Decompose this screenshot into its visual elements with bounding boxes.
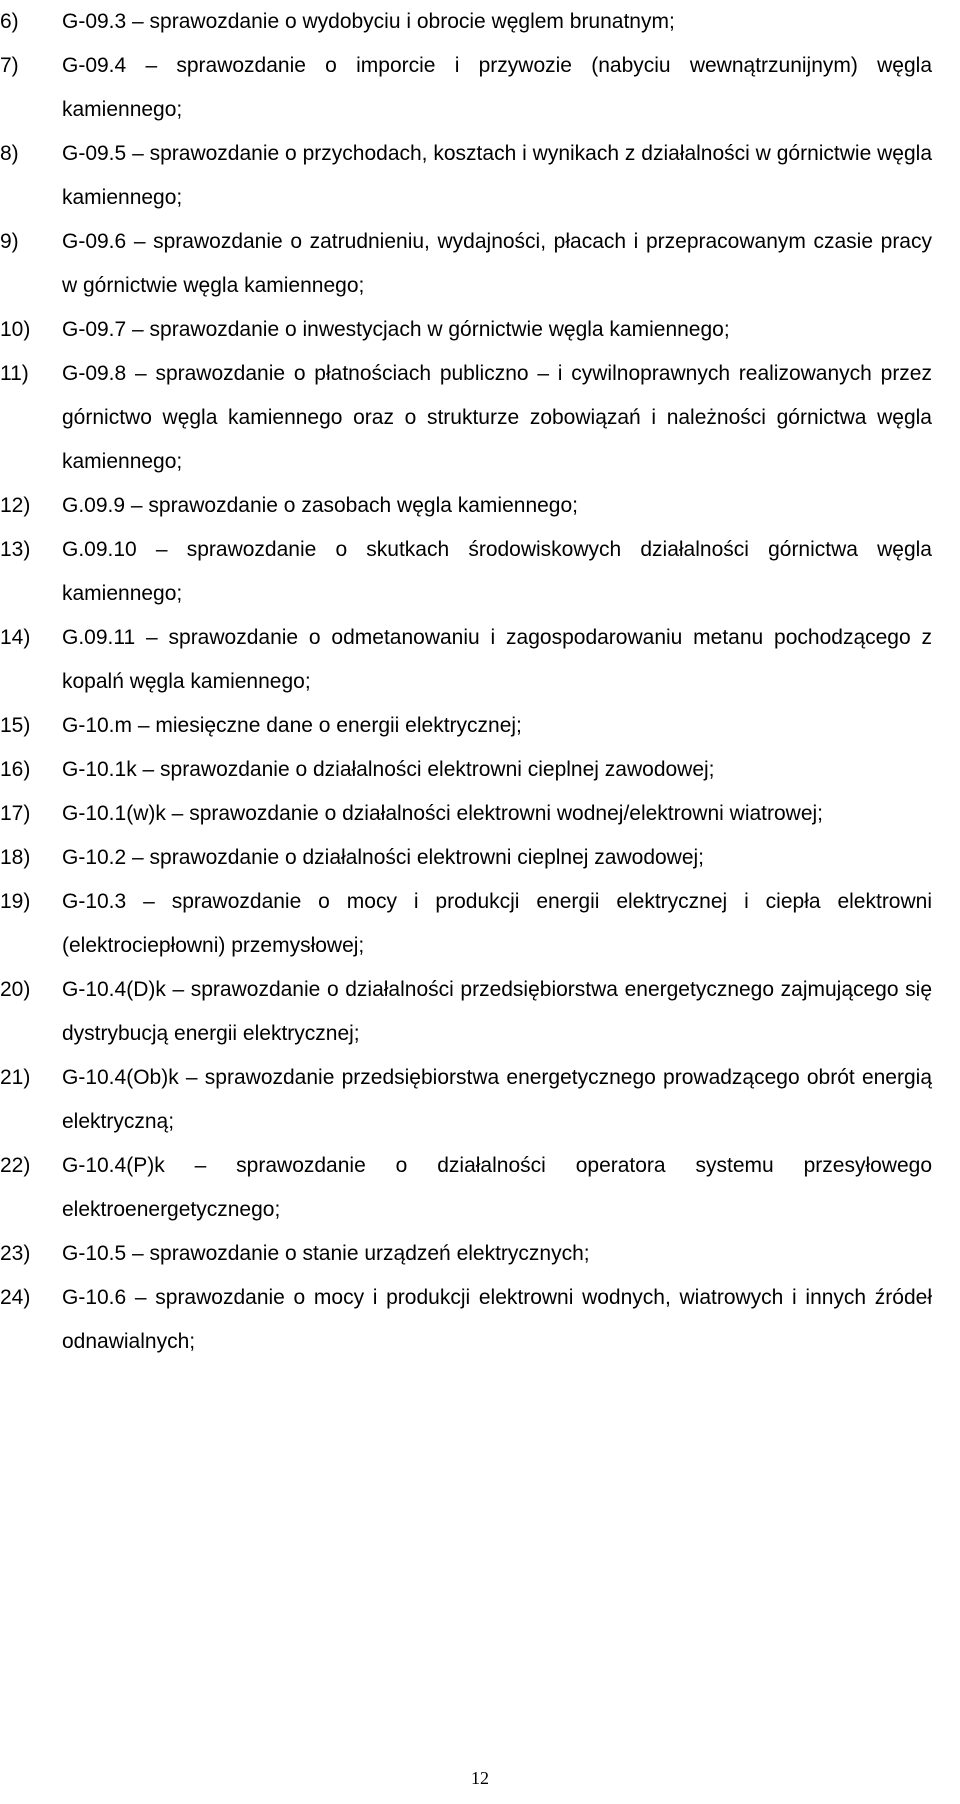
list-item-number: 17): [0, 802, 31, 825]
list-item: [0, 836, 960, 880]
list-item: [0, 1232, 960, 1276]
list-item: [0, 1276, 960, 1364]
list-item-number: 12): [0, 494, 31, 517]
list-item-number: 19): [0, 890, 31, 913]
list-item-text: G-10.5 – sprawozdanie o stanie urządzeń elektrycznych;: [62, 1242, 590, 1265]
list-item-number: 14): [0, 626, 31, 649]
list-item: [0, 484, 960, 528]
list-item: [0, 968, 960, 1056]
list-item: [0, 792, 960, 836]
list-item-number: 20): [0, 978, 31, 1001]
list-item: [0, 1144, 960, 1232]
list-item-text: G-10.m – miesięczne dane o energii elektrycznej;: [62, 714, 522, 737]
list-item: [0, 220, 960, 308]
list-item-number: 11): [0, 362, 29, 385]
list-item-text: G-10.4(Ob)k – sprawozdanie przedsiębiorstwa energetycznego prowadzącego obrót energią elektryczną;: [62, 1066, 932, 1133]
list-item-number: 7): [0, 54, 19, 77]
list-item-number: 6): [0, 10, 19, 33]
list-item-number: 21): [0, 1066, 31, 1089]
list-item-number: 23): [0, 1242, 31, 1265]
page-number: 12: [471, 1768, 489, 1788]
list-item-number: 8): [0, 142, 19, 165]
list-item-text: G-10.3 – sprawozdanie o mocy i produkcji energii elektrycznej i ciepła elektrowni (elektrociepłowni) przemysłowej;: [62, 890, 932, 957]
list-item-number: 13): [0, 538, 31, 561]
list-item: [0, 308, 960, 352]
list-item: [0, 616, 960, 704]
list-item-number: 9): [0, 230, 19, 253]
list-item: [0, 748, 960, 792]
list-item-number: 10): [0, 318, 31, 341]
list-item-text: G-10.2 – sprawozdanie o działalności elektrowni cieplnej zawodowej;: [62, 846, 705, 869]
list-item-text: G-10.6 – sprawozdanie o mocy i produkcji elektrowni wodnych, wiatrowych i innych źródeł odnawialnych;: [62, 1286, 932, 1353]
list-item-text: G-09.6 – sprawozdanie o zatrudnieniu, wydajności, płacach i przepracowanym czasie pracy w górnictwie węgla kamiennego;: [62, 230, 932, 297]
list-item-text: G.09.9 – sprawozdanie o zasobach węgla kamiennego;: [62, 494, 578, 517]
list-item-text: G-09.5 – sprawozdanie o przychodach, kosztach i wynikach z działalności w górnictwie węgla kamiennego;: [62, 142, 932, 209]
list-item-number: 24): [0, 1286, 31, 1309]
list-item: [0, 44, 960, 132]
list-item: [0, 880, 960, 968]
list-item-text: G-09.8 – sprawozdanie o płatnościach publiczno – i cywilnoprawnych realizowanych przez górnictwo węgla kamiennego oraz o strukturze zobowiązań i należności górnictwa węgla kamiennego;: [62, 362, 932, 473]
list-item-text: G-10.1(w)k – sprawozdanie o działalności elektrowni wodnej/elektrowni wiatrowej;: [62, 802, 824, 825]
list-item: [0, 704, 960, 748]
list-item: [0, 352, 960, 484]
list-item-number: 18): [0, 846, 31, 869]
list-item-text: G-10.4(P)k – sprawozdanie o działalności operatora systemu przesyłowego elektroenergetycznego;: [62, 1154, 932, 1221]
list-item-text: G-10.4(D)k – sprawozdanie o działalności przedsiębiorstwa energetycznego zajmującego się dystrybucją energii elektrycznej;: [62, 978, 932, 1045]
list-item-number: 22): [0, 1154, 31, 1177]
list-item: [0, 132, 960, 220]
list-item-number: 16): [0, 758, 31, 781]
list-item-text: G-09.4 – sprawozdanie o imporcie i przywozie (nabyciu wewnątrzunijnym) węgla kamiennego;: [62, 54, 932, 121]
list-item-text: G.09.10 – sprawozdanie o skutkach środowiskowych działalności górnictwa węgla kamiennego;: [62, 538, 932, 605]
list-item: [0, 1056, 960, 1144]
list-item-number: 15): [0, 714, 31, 737]
list-item-text: G-09.7 – sprawozdanie o inwestycjach w górnictwie węgla kamiennego;: [62, 318, 730, 341]
list-item-text: G-09.3 – sprawozdanie o wydobyciu i obrocie węglem brunatnym;: [62, 10, 675, 33]
list-item: [0, 0, 960, 44]
list-item-text: G.09.11 – sprawozdanie o odmetanowaniu i zagospodarowaniu metanu pochodzącego z kopalń węgla kamiennego;: [62, 626, 932, 693]
list-item: [0, 528, 960, 616]
list-item-text: G-10.1k – sprawozdanie o działalności elektrowni cieplnej zawodowej;: [62, 758, 715, 781]
